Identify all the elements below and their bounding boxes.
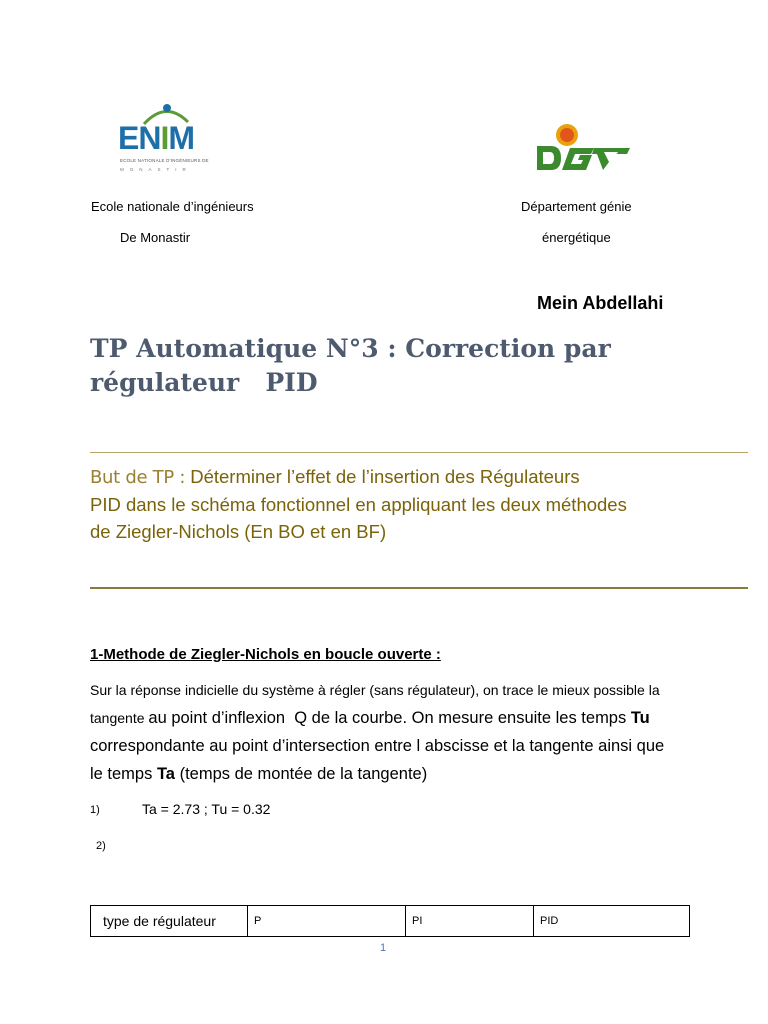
goal-label: But de TP : [90,467,186,488]
table-cell-p: P [248,906,406,937]
goal-text-line1: Déterminer l’effet de l’insertion des Régulateurs [185,466,580,487]
table-cell-type: type de régulateur [91,906,248,937]
paragraph-line4: le temps Ta (temps de montée de la tangente) [90,765,428,783]
table-row [91,906,690,937]
section-paragraph [90,676,750,788]
school-name-line2: De Monastir [120,230,191,245]
enim-logo [118,100,213,180]
section-heading: 1-Methode de Ziegler-Nichols en boucle ouverte : [90,646,441,663]
department-name-line1: Département génie [521,199,632,214]
enim-subtitle: ECOLE NATIONALE D'INGÉNIEURS DE [120,158,209,163]
author-name: Mein Abdellahi [537,293,664,313]
paragraph-line2: tangente au point d’inflexion Q de la courbe. On mesure ensuite les temps Tu [90,709,650,727]
dge-logo-icon [534,122,634,174]
table-cell-pi: PI [406,906,534,937]
table-cell-pid: PID [534,906,690,937]
title-divider [90,452,748,453]
regulator-table [90,905,690,937]
enim-wordmark: ENIM [118,120,194,156]
title-line1: TP Automatique N°3 : Correction par [90,334,611,363]
enim-subtitle-city: MONASTIR [120,167,192,172]
list-item-2-number: 2) [96,840,106,852]
goal-text-line3: de Ziegler-Nichols (En BO et en BF) [90,521,387,542]
page-number: 1 [380,942,387,954]
department-name-line2: énergétique [542,230,611,245]
goal-divider [90,587,748,589]
paragraph-line3: correspondante au point d’intersection entre l abscisse et la tangente ainsi que [90,737,665,755]
document-title [90,332,730,400]
school-name-line1: Ecole nationale d’ingénieurs [91,199,254,214]
department-logo [534,122,634,174]
tp-goal [90,463,740,545]
paragraph-line1: Sur la réponse indicielle du système à régler (sans régulateur), on trace le mieux possible la [90,682,660,698]
goal-text-line2: PID dans le schéma fonctionnel en appliquant les deux méthodes [90,494,627,515]
title-line2: régulateur PID [90,368,318,397]
list-item-1-number: 1) [90,804,100,816]
list-item-1-text: Ta = 2.73 ; Tu = 0.32 [142,801,271,817]
